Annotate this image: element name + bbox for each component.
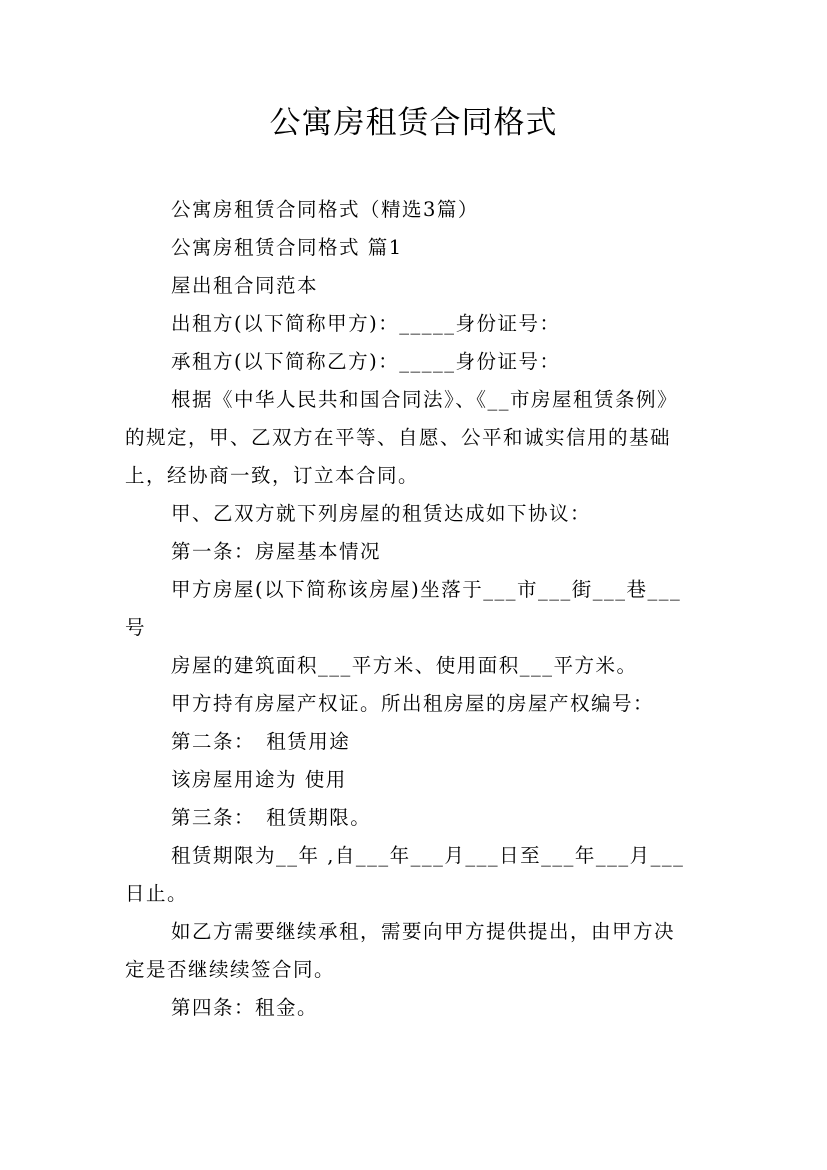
paragraph-renewal-line-2: 定是否继续续签合同。 bbox=[125, 958, 336, 981]
paragraph-legal-basis bbox=[125, 381, 705, 495]
document-title: 公寓房租赁合同格式 bbox=[269, 105, 558, 141]
paragraph-section-heading: 公寓房租赁合同格式 篇1 bbox=[171, 236, 403, 259]
paragraph-location bbox=[125, 571, 705, 647]
paragraph-lessor: 出租方(以下简称甲方)：_____身份证号： bbox=[171, 312, 561, 335]
article-3-heading: 第三条： 租赁期限。 bbox=[171, 806, 372, 829]
paragraph-lease-term bbox=[125, 837, 705, 913]
article-4-heading: 第四条：租金。 bbox=[171, 996, 319, 1019]
paragraph-lease-term-line-2: 日止。 bbox=[125, 882, 189, 905]
paragraph-legal-basis-line-1: 根据《中华人民共和国合同法》、《__市房屋租赁条例》 bbox=[171, 388, 679, 411]
paragraph-location-line-1: 甲方房屋(以下简称该房屋)坐落于___市___街___巷___ bbox=[171, 578, 682, 601]
paragraph-contract-name: 屋出租合同范本 bbox=[171, 274, 319, 297]
article-2-heading: 第二条： 租赁用途 bbox=[171, 730, 351, 753]
paragraph-renewal-line-1: 如乙方需要继续承租，需要向甲方提供提出，由甲方决 bbox=[171, 920, 676, 943]
article-1-heading: 第一条：房屋基本情况 bbox=[171, 540, 382, 563]
paragraph-location-line-2: 号 bbox=[125, 616, 147, 639]
paragraph-renewal bbox=[125, 913, 705, 989]
paragraph-subtitle: 公寓房租赁合同格式（精选3篇） bbox=[171, 198, 479, 221]
paragraph-agreement: 甲、乙双方就下列房屋的租赁达成如下协议： bbox=[171, 502, 592, 525]
paragraph-lease-term-line-1: 租赁期限为__年 ,自___年___月___日至___年___月___ bbox=[171, 844, 685, 867]
paragraph-area: 房屋的建筑面积___平方米、使用面积___平方米。 bbox=[171, 654, 638, 677]
paragraph-legal-basis-line-2: 的规定，甲、乙双方在平等、自愿、公平和诚实信用的基础 bbox=[125, 426, 672, 449]
paragraph-legal-basis-line-3: 上，经协商一致，订立本合同。 bbox=[125, 464, 420, 487]
document-body bbox=[125, 191, 705, 1027]
paragraph-usage: 该房屋用途为 使用 bbox=[171, 768, 347, 791]
paragraph-property-certificate: 甲方持有房屋产权证。所出租房屋的房屋产权编号： bbox=[171, 692, 655, 715]
paragraph-lessee: 承租方(以下简称乙方)：_____身份证号： bbox=[171, 350, 561, 373]
